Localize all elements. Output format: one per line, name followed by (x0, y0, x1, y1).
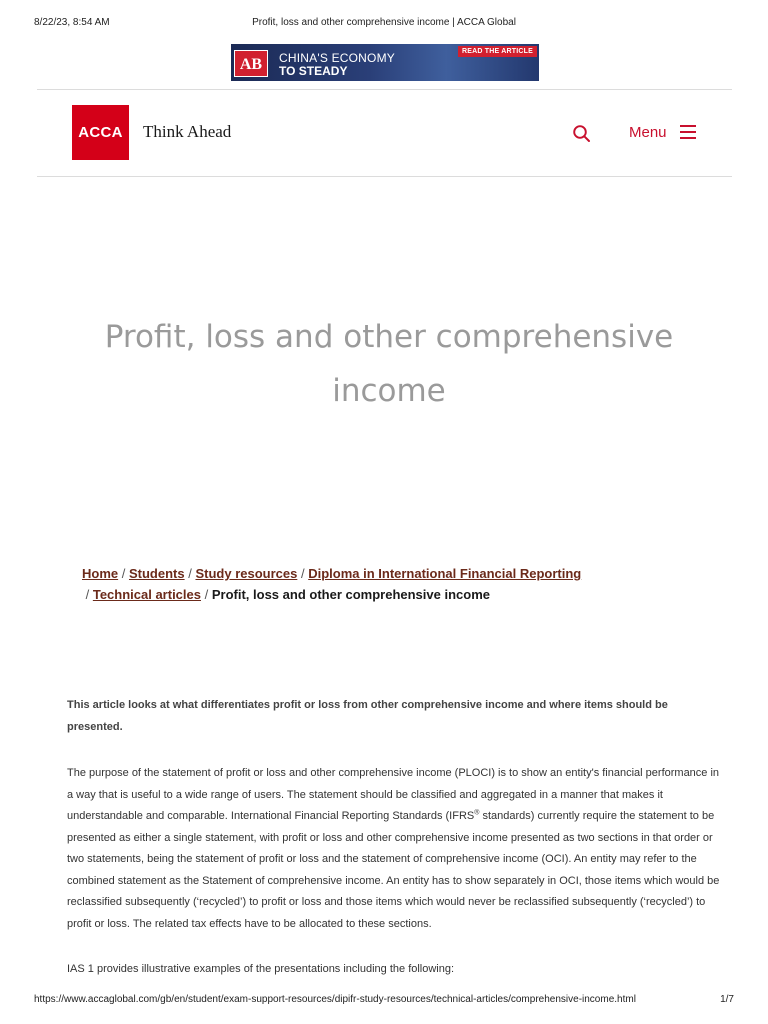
breadcrumb-current: Profit, loss and other comprehensive income (211, 587, 490, 602)
lead-paragraph: This article looks at what differentiates profit or loss from other comprehensive income and where items should be presented. (67, 699, 668, 733)
article-body-continued (67, 959, 722, 981)
acca-logo[interactable]: ACCA (72, 105, 129, 160)
ad-logo: AB (234, 50, 268, 77)
ad-headline-line2: TO STEADY (279, 64, 348, 78)
body-text: standards) currently require the statement to be presented as either a single statement, with profit or loss and other comprehensive income presented as two sections in that order or two statements, being the statement of profit or loss and the statement of comprehensive income (OCI). An entity may refer to the combined statement as the Statement of comprehensive income. An entity has to show separately in OCI, those items which would be reclassified subsequently (‘recycled’) to profit or loss and those items which would never be reclassified subsequently (‘recycled’) to profit or loss. The related tax effects have to be allocated to these sections. (67, 810, 720, 930)
print-header (34, 17, 734, 31)
search-icon (572, 124, 591, 143)
print-footer (34, 994, 734, 1008)
menu-label: Menu (629, 123, 667, 141)
breadcrumb-dipifr[interactable]: Diploma in International Financial Reporting (308, 566, 582, 581)
article-body (67, 763, 722, 935)
tagline: Think Ahead (143, 122, 232, 141)
breadcrumb-separator: / (204, 587, 212, 602)
breadcrumb-separator: / (188, 566, 196, 581)
breadcrumb-separator: / (121, 566, 129, 581)
breadcrumb-technical-articles[interactable]: Technical articles (92, 587, 201, 602)
body-text: The purpose of the statement of profit or loss and other comprehensive income (PLOCI) is to show an entity's financial performance in a way that is useful to a wide range of users. The statement should be classified and aggregated in a manner that makes it understandable and comparable. International Financial Reporting Standards (IFRS (67, 767, 720, 822)
print-page-number: 1/7 (720, 994, 734, 1005)
body-paragraph (67, 763, 722, 935)
menu-button[interactable] (629, 122, 696, 142)
hamburger-icon (680, 125, 696, 139)
ad-headline-line1: CHINA'S ECONOMY (279, 51, 395, 65)
ad-read-article-button[interactable]: READ THE ARTICLE (458, 46, 537, 57)
header-divider-top (37, 89, 732, 90)
breadcrumb (82, 563, 642, 605)
breadcrumb-separator: / (300, 566, 309, 581)
registered-mark: ® (474, 809, 480, 817)
page-title: Profit, loss and other comprehensive income (104, 319, 674, 409)
print-page-title: Profit, loss and other comprehensive income | ACCA Global (252, 17, 516, 28)
print-datetime: 8/22/23, 8:54 AM (34, 17, 110, 28)
breadcrumb-study-resources[interactable]: Study resources (195, 566, 298, 581)
header-divider-bottom (37, 176, 732, 177)
article-lead (67, 695, 722, 738)
body-paragraph: IAS 1 provides illustrative examples of the presentations including the following: (67, 963, 455, 975)
print-url: https://www.accaglobal.com/gb/en/student/exam-support-resources/dipifr-study-resources/technical-articles/comprehensive-income.html (34, 994, 636, 1005)
ad-banner[interactable] (231, 44, 539, 81)
breadcrumb-home[interactable]: Home (82, 566, 119, 581)
search-button[interactable] (572, 124, 591, 143)
breadcrumb-separator: / (82, 587, 93, 602)
breadcrumb-students[interactable]: Students (128, 566, 185, 581)
